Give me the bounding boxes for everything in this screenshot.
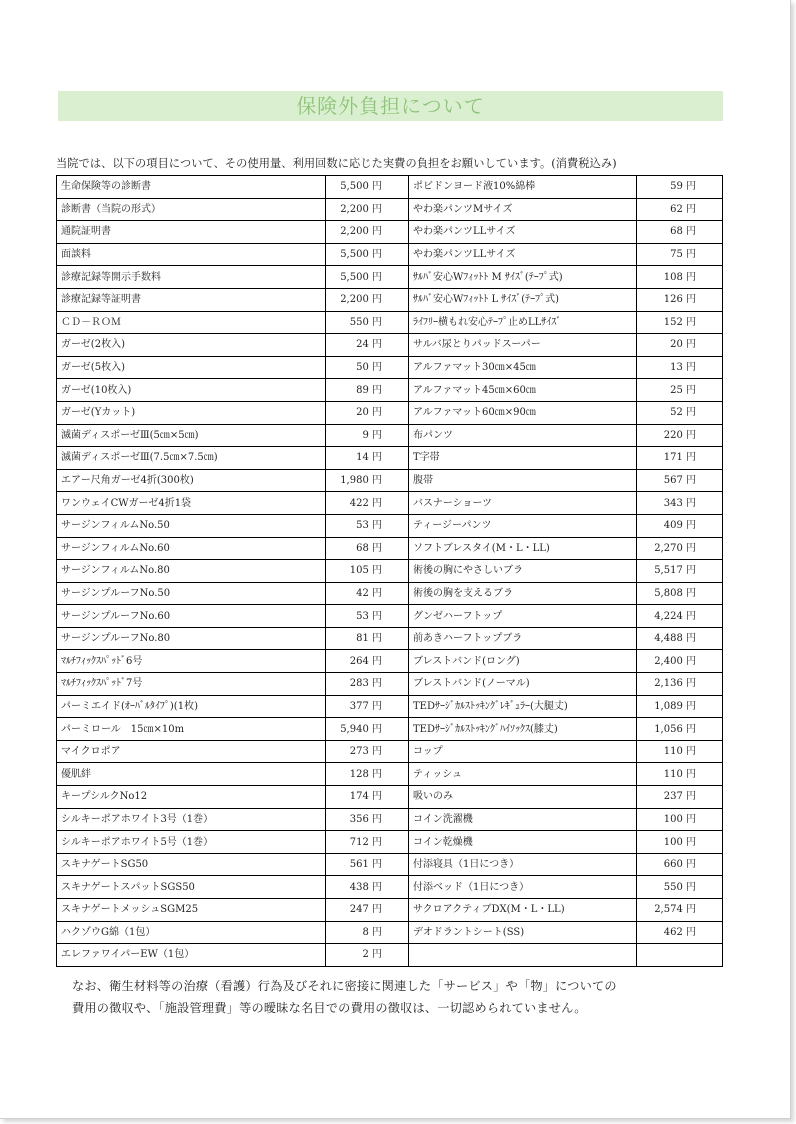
item-price-left: 5,500 円: [326, 176, 409, 199]
item-price-right: 5,517 円: [637, 560, 723, 583]
item-name-right: やわ楽パンツMサイズ: [409, 198, 637, 221]
item-name-left: ガーゼ(5枚入): [57, 356, 326, 379]
table-row: [57, 582, 723, 605]
table-row: [57, 763, 723, 786]
table-row: [57, 650, 723, 673]
table-row: [57, 243, 723, 266]
table-row: [57, 718, 723, 741]
item-price-right: 100 円: [637, 808, 723, 831]
item-name-right: 術後の胸にやさしいブラ: [409, 560, 637, 583]
item-price-right: 52 円: [637, 401, 723, 424]
item-name-right: ポビドンヨード液10%綿棒: [409, 176, 637, 199]
item-price-right: 108 円: [637, 266, 723, 289]
item-name-left: パーミエイド(ｵｰﾊﾞﾙﾀｲﾌﾟ)(1枚): [57, 695, 326, 718]
item-name-right: TEDｻｰｼﾞｶﾙｽﾄｯｷﾝｸﾞﾊｲｿｯｸｽ(膝丈): [409, 718, 637, 741]
item-name-left: エレファワイパーEW（1包）: [57, 944, 326, 967]
item-name-right: [409, 944, 637, 967]
item-price-right: 62 円: [637, 198, 723, 221]
item-name-right: ﾗｲﾌﾘｰ横もれ安心ﾃｰﾌﾟ止めLLｻｲｽﾞ: [409, 311, 637, 334]
table-row: [57, 311, 723, 334]
item-price-left: 2,200 円: [326, 288, 409, 311]
table-row: [57, 221, 723, 244]
table-row: [57, 808, 723, 831]
table-row: [57, 514, 723, 537]
item-name-right: ｻﾙﾊﾞ安心Wﾌｨｯﾄﾄ M ｻｲｽﾞ(ﾃｰﾌﾟ式): [409, 266, 637, 289]
footnote-line-1: なお、衛生材料等の治療（看護）行為及びそれに密接に関連した「サービス」や「物」についての: [72, 979, 617, 993]
item-price-left: 550 円: [326, 311, 409, 334]
item-name-right: バスナーショーツ: [409, 492, 637, 515]
item-price-left: 9 円: [326, 424, 409, 447]
item-price-left: 50 円: [326, 356, 409, 379]
item-name-right: サルバ尿とりパッドスーパー: [409, 334, 637, 357]
item-name-left: サージンプルーフNo.80: [57, 627, 326, 650]
item-price-right: 2,400 円: [637, 650, 723, 673]
item-price-right: 20 円: [637, 334, 723, 357]
item-price-right: 237 円: [637, 786, 723, 809]
table-row: [57, 288, 723, 311]
item-price-left: 128 円: [326, 763, 409, 786]
item-name-right: 付添寝具（1日につき）: [409, 853, 637, 876]
table-row: [57, 786, 723, 809]
item-name-right: アルファマット30㎝×45㎝: [409, 356, 637, 379]
table-row: [57, 424, 723, 447]
page-title: 保険外負担について: [296, 94, 485, 118]
item-price-left: 89 円: [326, 379, 409, 402]
item-name-left: ガーゼ(10枚入): [57, 379, 326, 402]
item-price-right: 343 円: [637, 492, 723, 515]
table-row: [57, 401, 723, 424]
item-name-right: コイン洗濯機: [409, 808, 637, 831]
item-name-left: サージンフィルムNo.80: [57, 560, 326, 583]
item-price-right: 75 円: [637, 243, 723, 266]
item-price-left: 105 円: [326, 560, 409, 583]
item-price-left: 42 円: [326, 582, 409, 605]
item-name-left: キープシルクNo12: [57, 786, 326, 809]
item-price-left: 5,940 円: [326, 718, 409, 741]
table-row: [57, 492, 723, 515]
table-row: [57, 176, 723, 199]
item-name-left: スキナゲートスパットSGS50: [57, 876, 326, 899]
item-price-right: 550 円: [637, 876, 723, 899]
item-name-left: 診断書（当院の形式）: [57, 198, 326, 221]
item-price-left: 20 円: [326, 401, 409, 424]
item-name-left: 通院証明書: [57, 221, 326, 244]
item-name-right: ブレストバンド(ロング): [409, 650, 637, 673]
item-price-left: 2,200 円: [326, 198, 409, 221]
item-name-right: グンゼハーフトップ: [409, 605, 637, 628]
item-price-left: 24 円: [326, 334, 409, 357]
item-name-left: シルキーポアホワイト5号（1巻）: [57, 831, 326, 854]
footnote: [72, 975, 732, 1019]
item-price-right: 59 円: [637, 176, 723, 199]
item-name-left: パーミロール 15㎝×10m: [57, 718, 326, 741]
table-row: [57, 944, 723, 967]
item-name-left: サージンフィルムNo.50: [57, 514, 326, 537]
item-price-right: 462 円: [637, 921, 723, 944]
item-price-left: 8 円: [326, 921, 409, 944]
fee-table: [56, 175, 723, 967]
item-price-right: 2,136 円: [637, 673, 723, 696]
item-price-left: 5,500 円: [326, 243, 409, 266]
fee-table-body: [57, 176, 723, 967]
item-price-right: 5,808 円: [637, 582, 723, 605]
item-price-left: 53 円: [326, 514, 409, 537]
item-price-right: 220 円: [637, 424, 723, 447]
table-row: [57, 560, 723, 583]
item-price-right: 110 円: [637, 740, 723, 763]
item-name-right: 吸いのみ: [409, 786, 637, 809]
item-name-right: 布パンツ: [409, 424, 637, 447]
item-name-left: ﾏﾙﾁﾌｨｯｸｽﾊﾟｯﾄﾞ7号: [57, 673, 326, 696]
table-row: [57, 356, 723, 379]
table-row: [57, 921, 723, 944]
item-price-right: 126 円: [637, 288, 723, 311]
item-price-left: 247 円: [326, 899, 409, 922]
item-name-left: サージンフィルムNo.60: [57, 537, 326, 560]
item-name-left: マイクロポア: [57, 740, 326, 763]
item-price-right: 409 円: [637, 514, 723, 537]
item-price-left: 81 円: [326, 627, 409, 650]
item-name-left: ガーゼ(2枚入): [57, 334, 326, 357]
item-name-right: サクロアクティブDX(M・L・LL): [409, 899, 637, 922]
item-name-left: 診療記録等証明書: [57, 288, 326, 311]
item-name-left: サージンプルーフNo.50: [57, 582, 326, 605]
table-row: [57, 379, 723, 402]
item-price-left: 1,980 円: [326, 469, 409, 492]
table-row: [57, 627, 723, 650]
item-name-right: ソフトブレスタイ(M・L・LL): [409, 537, 637, 560]
item-name-right: やわ楽パンツLLサイズ: [409, 221, 637, 244]
item-price-left: 422 円: [326, 492, 409, 515]
item-name-left: 診療記録等開示手数料: [57, 266, 326, 289]
item-price-right: 25 円: [637, 379, 723, 402]
item-price-right: 4,488 円: [637, 627, 723, 650]
table-row: [57, 695, 723, 718]
item-name-left: 滅菌ディスポーゼⅢ(5㎝×5㎝): [57, 424, 326, 447]
item-price-right: 2,574 円: [637, 899, 723, 922]
item-name-right: 腹帯: [409, 469, 637, 492]
item-price-right: 1,056 円: [637, 718, 723, 741]
item-price-right: 13 円: [637, 356, 723, 379]
item-price-right: 171 円: [637, 447, 723, 470]
item-name-right: TEDｻｰｼﾞｶﾙｽﾄｯｷﾝｸﾞﾚｷﾞｭﾗｰ(大腿丈): [409, 695, 637, 718]
item-price-right: [637, 944, 723, 967]
item-name-right: ティージーパンツ: [409, 514, 637, 537]
item-price-right: 4,224 円: [637, 605, 723, 628]
footnote-line-2: 費用の徴収や、「施設管理費」等の曖昧な名目での費用の徴収は、一切認められていません。: [72, 1001, 587, 1015]
item-price-left: 283 円: [326, 673, 409, 696]
table-row: [57, 447, 723, 470]
table-row: [57, 831, 723, 854]
item-name-left: エアー尺角ガーゼ4折(300枚): [57, 469, 326, 492]
item-name-right: コップ: [409, 740, 637, 763]
item-name-right: アルファマット60㎝×90㎝: [409, 401, 637, 424]
item-price-right: 100 円: [637, 831, 723, 854]
table-row: [57, 853, 723, 876]
table-row: [57, 198, 723, 221]
item-price-left: 438 円: [326, 876, 409, 899]
item-price-left: 14 円: [326, 447, 409, 470]
title-banner: [58, 91, 723, 121]
item-name-right: アルファマット45㎝×60㎝: [409, 379, 637, 402]
item-name-right: ｻﾙﾊﾞ安心Wﾌｨｯﾄﾄ L ｻｲｽﾞ(ﾃｰﾌﾟ式): [409, 288, 637, 311]
item-name-left: シルキーポアホワイト3号（1巻）: [57, 808, 326, 831]
item-name-left: ハクゾウG綿（1包）: [57, 921, 326, 944]
item-name-left: 滅菌ディスポーゼⅢ(7.5㎝×7.5㎝): [57, 447, 326, 470]
item-price-right: 567 円: [637, 469, 723, 492]
item-name-right: ティッシュ: [409, 763, 637, 786]
table-row: [57, 740, 723, 763]
item-price-left: 5,500 円: [326, 266, 409, 289]
item-price-right: 110 円: [637, 763, 723, 786]
item-name-right: T字帯: [409, 447, 637, 470]
table-row: [57, 537, 723, 560]
item-name-right: デオドラントシート(SS): [409, 921, 637, 944]
intro-text: 当院では、以下の項目について、その使用量、利用回数に応じた実費の負担をお願いしています。(消費税込み): [56, 157, 617, 170]
item-name-right: やわ楽パンツLLサイズ: [409, 243, 637, 266]
item-price-left: 2 円: [326, 944, 409, 967]
item-price-left: 68 円: [326, 537, 409, 560]
item-price-left: 2,200 円: [326, 221, 409, 244]
item-price-left: 356 円: [326, 808, 409, 831]
item-price-left: 377 円: [326, 695, 409, 718]
item-price-right: 152 円: [637, 311, 723, 334]
item-name-left: ＣＤ－ＲＯＭ: [57, 311, 326, 334]
table-row: [57, 334, 723, 357]
table-row: [57, 469, 723, 492]
item-name-left: 生命保険等の診断書: [57, 176, 326, 199]
item-name-left: スキナゲートSG50: [57, 853, 326, 876]
item-price-right: 660 円: [637, 853, 723, 876]
item-name-left: ﾏﾙﾁﾌｨｯｸｽﾊﾟｯﾄﾞ6号: [57, 650, 326, 673]
table-row: [57, 605, 723, 628]
item-name-left: ワンウェイCWガーゼ4折1袋: [57, 492, 326, 515]
item-price-right: 68 円: [637, 221, 723, 244]
item-name-left: 面談料: [57, 243, 326, 266]
item-name-left: サージンプルーフNo.60: [57, 605, 326, 628]
item-name-right: 前あきハーフトップブラ: [409, 627, 637, 650]
table-row: [57, 266, 723, 289]
item-name-left: 優肌絆: [57, 763, 326, 786]
item-price-left: 174 円: [326, 786, 409, 809]
table-row: [57, 673, 723, 696]
item-price-left: 273 円: [326, 740, 409, 763]
item-name-right: 付添ベッド（1日につき）: [409, 876, 637, 899]
item-price-left: 712 円: [326, 831, 409, 854]
item-price-right: 2,270 円: [637, 537, 723, 560]
item-name-right: コイン乾燥機: [409, 831, 637, 854]
item-price-left: 561 円: [326, 853, 409, 876]
item-price-left: 53 円: [326, 605, 409, 628]
item-name-left: スキナゲートメッシュSGM25: [57, 899, 326, 922]
table-row: [57, 899, 723, 922]
table-row: [57, 876, 723, 899]
item-price-right: 1,089 円: [637, 695, 723, 718]
item-price-left: 264 円: [326, 650, 409, 673]
item-name-right: 術後の胸を支えるブラ: [409, 582, 637, 605]
item-name-right: ブレストバンド(ノーマル): [409, 673, 637, 696]
item-name-left: ガーゼ(Yカット): [57, 401, 326, 424]
